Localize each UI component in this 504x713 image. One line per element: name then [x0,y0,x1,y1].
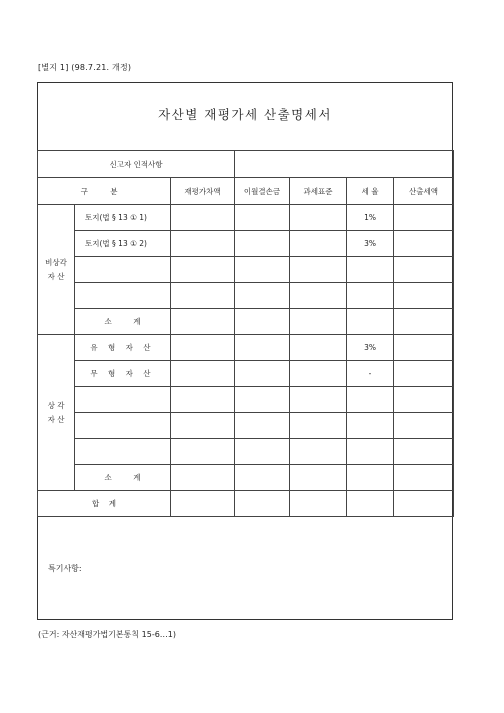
col-header-tax-base: 과세표준 [290,178,347,205]
row-label-land-1: 토지(법 § 13 ① 1) [75,205,171,231]
tax-calculation-table [37,150,454,517]
table-row [38,257,454,283]
applicant-info-label: 신고자 인적사항 [38,151,235,178]
row-label-land-2: 토지(법 § 13 ① 2) [75,231,171,257]
form-frame [37,82,453,620]
applicant-row [38,151,454,178]
subtotal-row-depreciable [38,465,454,491]
subtotal-row-non-depreciable [38,309,454,335]
table-row [38,439,454,465]
table-row [38,387,454,413]
column-header-row [38,178,454,205]
group-non-depreciable: 비상각 자 산 [38,205,75,335]
subtotal-label: 소 계 [75,309,171,335]
rate-intangible: - [347,361,394,387]
col-header-revaluation-gain: 재평가차액 [171,178,235,205]
rate-land-2: 3% [347,231,394,257]
table-row [38,361,454,387]
subtotal-label: 소 계 [75,465,171,491]
table-row [38,283,454,309]
group-depreciable: 상 각 자 산 [38,335,75,491]
row-label-intangible: 무 형 자 산 [75,361,171,387]
total-row [38,491,454,517]
applicant-info-field[interactable] [235,151,454,178]
form-header-note: [별지 1] (98.7.21. 개정) [38,63,132,72]
form-footer-note: (근거: 자산재평가법기본통칙 15-6…1) [38,630,177,639]
table-row [38,335,454,361]
table-row [38,413,454,439]
form-title: 자산별 재평가세 산출명세서 [158,107,332,122]
col-header-category: 구 분 [38,178,171,205]
table-row [38,231,454,257]
row-label-tangible: 유 형 자 산 [75,335,171,361]
col-header-deficit: 이월결손금 [235,178,290,205]
col-header-tax-rate: 세 율 [347,178,394,205]
rate-tangible: 3% [347,335,394,361]
table-row [38,205,454,231]
total-label: 합 계 [38,491,171,517]
special-notes-label: 특기사항: [48,564,82,573]
rate-land-1: 1% [347,205,394,231]
col-header-tax-amount: 산출세액 [394,178,454,205]
